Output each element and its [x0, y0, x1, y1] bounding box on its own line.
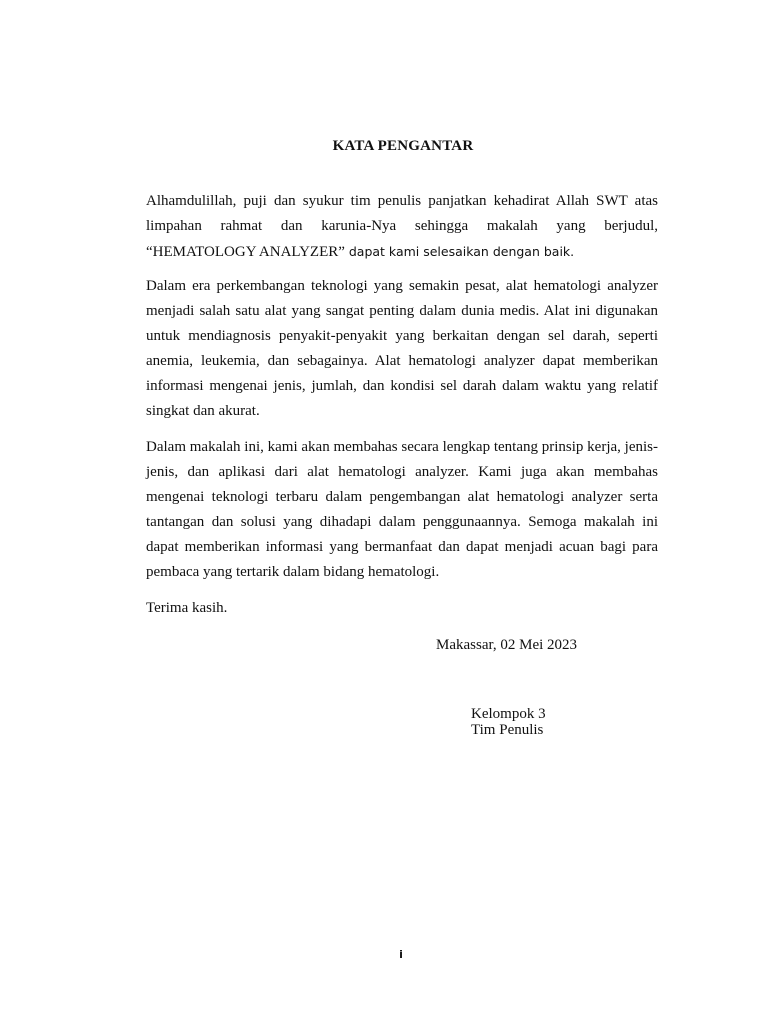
place-date: Makassar, 02 Mei 2023 — [436, 637, 578, 653]
paragraph-intro-ending: dapat kami selesaikan dengan baik. — [344, 244, 575, 259]
paragraph-technology: Dalam era perkembangan teknologi yang semakin pesat, alat hematologi analyzer menjadi salah satu alat yang sangat penting dalam dunia medis. Alat ini digunakan untuk mendiagnosis penyakit-penyakit yang berkaitan dengan sel darah, seperti anemia, leukemia, dan sebagainya. Alat hematologi analyzer dapat memberikan informasi mengenai jenis, jumlah, dan kondisi sel darah dalam waktu yang relatif singkat dan akurat. — [146, 278, 658, 419]
page-number: i — [399, 948, 403, 961]
paragraph-scope: Dalam makalah ini, kami akan membahas secara lengkap tentang prinsip kerja, jenis-jenis, dan aplikasi dari alat hematologi analyzer. Kami juga akan membahas mengenai teknologi terbaru dalam pengembangan alat hematologi analyzer serta tantangan dan solusi yang dihadapi dalam penggunaannya. Semoga makalah ini dapat memberikan informasi yang bermanfaat dan dapat menjadi acuan bagi para pembaca yang tertarik dalam bidang hematologi. — [146, 439, 658, 580]
paragraph-intro-text: Alhamdulillah, puji dan syukur tim penulis panjatkan kehadirat Allah SWT atas limpahan rahmat dan karunia-Nya sehingga makalah yang berjudul, “HEMATOLOGY ANALYZER” — [146, 193, 658, 260]
page-title: KATA PENGANTAR — [332, 138, 474, 154]
signature-block — [471, 706, 546, 738]
signature-group: Kelompok 3 — [471, 706, 546, 722]
closing-text: Terima kasih. — [146, 600, 228, 616]
signature-team: Tim Penulis — [471, 722, 544, 738]
paragraph-intro — [146, 189, 658, 265]
